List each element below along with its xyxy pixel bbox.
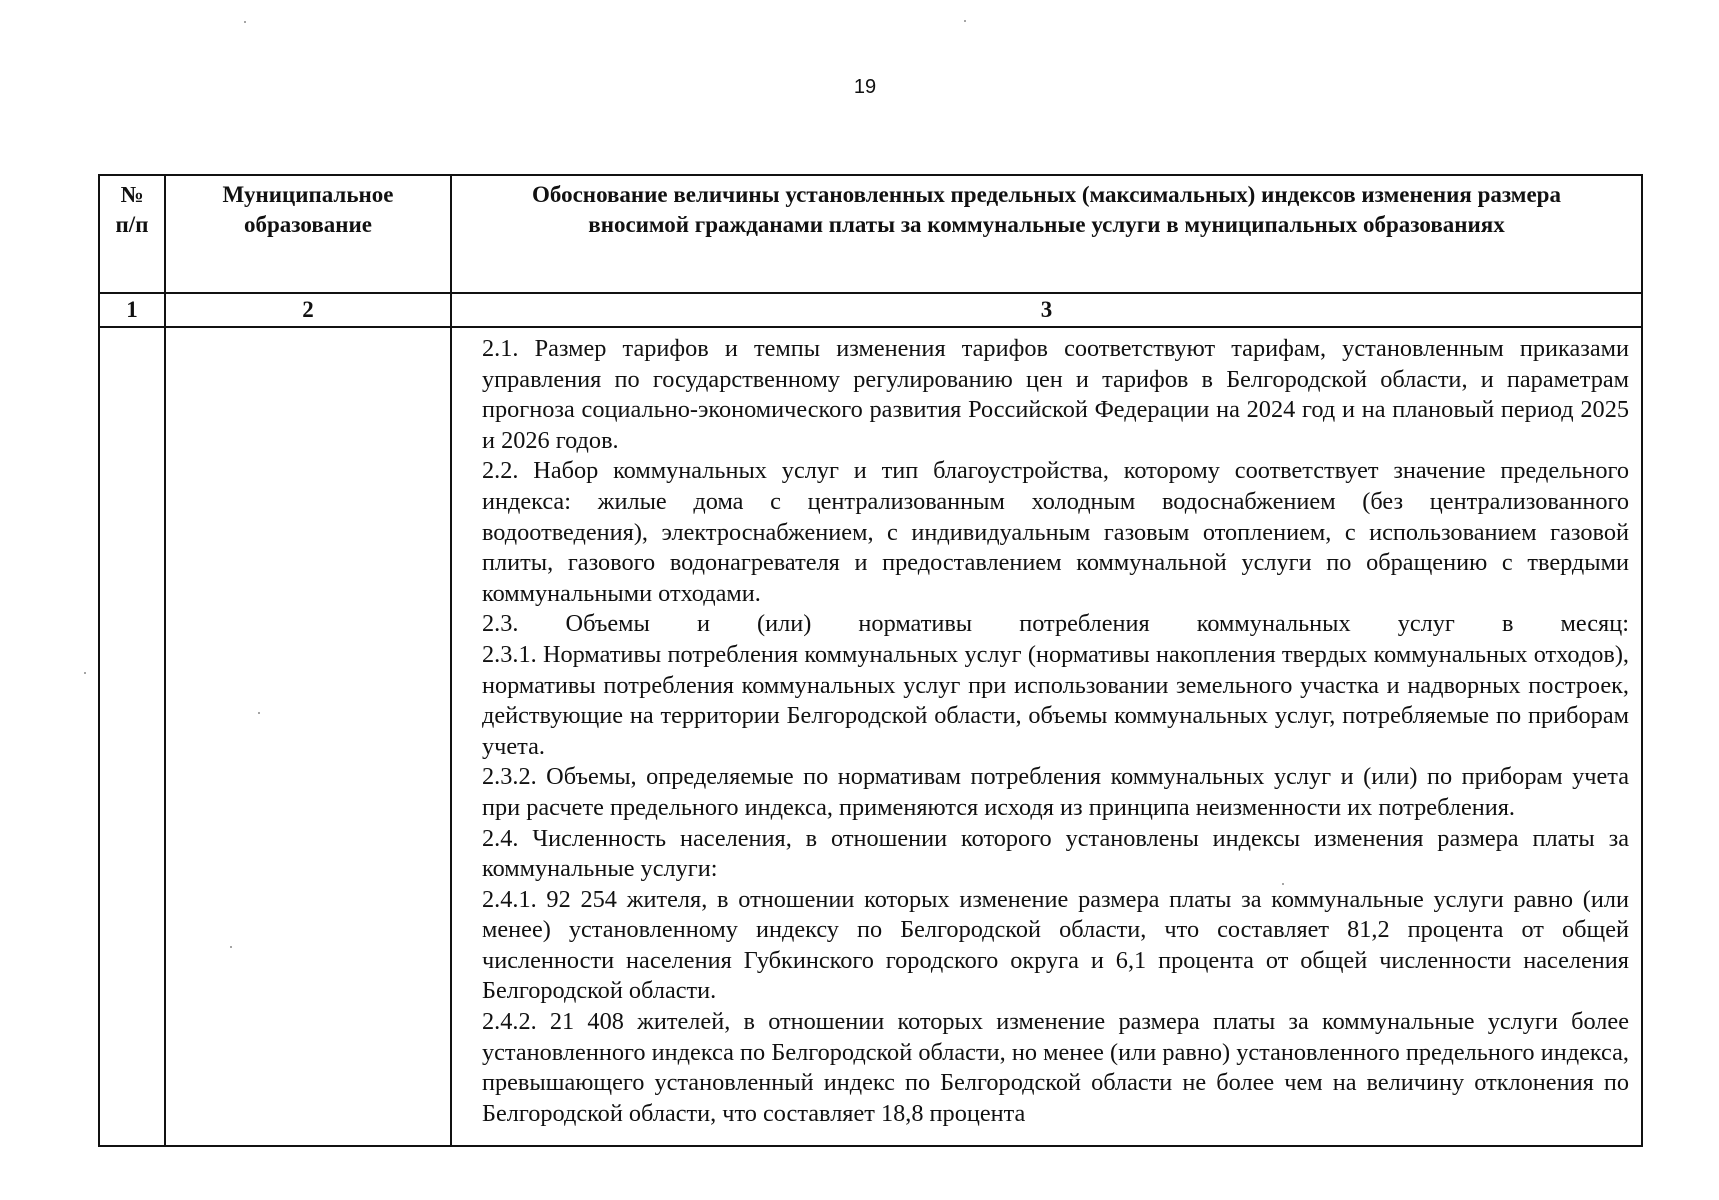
header-municipality-text: Муниципальное образование: [222, 182, 394, 237]
justification-table: [98, 174, 1643, 1147]
header-municipality: [165, 175, 451, 293]
column-index-2: 2: [165, 293, 451, 327]
page-number: 19: [853, 76, 877, 98]
header-justification: [451, 175, 1642, 293]
column-index-3: 3: [451, 293, 1642, 327]
column-index-1: 1: [99, 293, 165, 327]
table-header-row: [99, 175, 1642, 293]
paragraph-2-1: 2.1. Размер тарифов и темпы изменения тарифов соответствуют тарифам, установленным приказами управления по государственному регулированию цен и тарифов в Белгородской области, и параметрам прогноза социально-экономического развития Российской Федерации на 2024 год и на плановый период 2025 и 2026 годов.: [482, 335, 1629, 454]
scan-speck: [230, 946, 232, 948]
scan-speck: [84, 672, 86, 674]
paragraph-2-4-1: 2.4.1. 92 254 жителя, в отношении которых изменение размера платы за коммунальные услуги равно (или менее) установленному индексу по Белгородской области, что составляет 81,2 процента от общей численности населения Губкинского городского округа и 6,1 процента от общей численности населения Белгородской области.: [482, 885, 1629, 1005]
paragraph-2-2: 2.2. Набор коммунальных услуг и тип благоустройства, которому соответствует значение предельного индекса: жилые дома с централизованным холодным водоснабжением (без централизованного водоотведения), электроснабжением, с индивидуальным газовым отоплением, с использованием газовой плиты, газового водонагревателя и предоставлением коммунальной услуги по обращению с твердыми коммунальными отходами.: [482, 457, 1629, 607]
row-municipality-cell: [165, 327, 451, 1146]
scan-speck: [244, 21, 246, 23]
paragraph-2-3-1: 2.3.1. Нормативы потребления коммунальных услуг (нормативы накопления твердых коммунальных отходов), нормативы потребления коммунальных услуг при использовании земельного участка и надворных построек, действующие на территории Белгородской области, объемы коммунальных услуг, потребляемые по приборам учета.: [482, 640, 1629, 760]
paragraph-2-3: 2.3. Объемы и (или) нормативы потребления коммунальных услуг в месяц:: [482, 610, 1629, 638]
paragraph-2-4-2: 2.4.2. 21 408 жителей, в отношении которых изменение размера платы за коммунальные услуги более установленного индекса по Белгородской области, но менее (или равно) установленного предельного индекса, превышающего установленный индекс по Белгородской области не более чем на величину отклонения по Белгородской области, что составляет 18,8 процента: [482, 1008, 1629, 1127]
table-row: [99, 327, 1642, 1146]
scan-speck: [964, 20, 966, 22]
paragraph-2-3-2: 2.3.2. Объемы, определяемые по нормативам потребления коммунальных услуг и (или) по приборам учета при расчете предельного индекса, применяются исходя из принципа неизменности их потребления.: [482, 763, 1629, 821]
paragraph-2-4: 2.4. Численность населения, в отношении которого установлены индексы изменения размера платы за коммунальные услуги:: [482, 824, 1629, 883]
scan-speck: [258, 712, 260, 714]
row-justification-cell: [451, 327, 1642, 1146]
header-num: [99, 175, 165, 293]
column-index-row: [99, 293, 1642, 327]
scan-speck: [1282, 883, 1284, 885]
header-num-text: № п/п: [115, 182, 149, 237]
row-num-cell: [99, 327, 165, 1146]
header-justification-text: Обоснование величины установленных предельных (максимальных) индексов изменения размера вносимой гражданами платы за коммунальные услуги в муниципальных образованиях: [532, 182, 1561, 237]
